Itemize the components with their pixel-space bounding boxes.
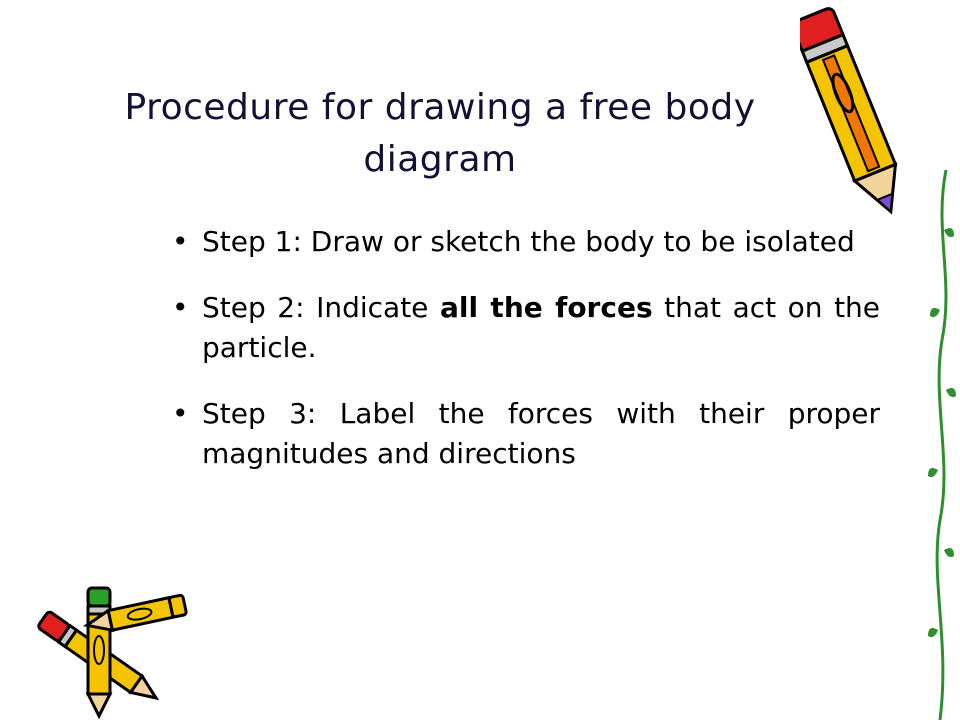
bullet-item	[160, 394, 880, 474]
bullet-item	[160, 288, 880, 368]
vine-clipart-icon	[928, 170, 956, 720]
bullet-dot: •	[172, 397, 189, 430]
bullet-dot: •	[172, 225, 189, 258]
pencil-clipart-icon	[800, 0, 910, 230]
emphasis-text: all the forces	[439, 291, 653, 324]
slide-title: Procedure for drawing a free body diagram	[124, 87, 756, 180]
bullet-text-run: that act on the particle.	[202, 291, 881, 364]
bullet-text-run: Step 3: Label the forces with their proper magnitudes and directions	[202, 397, 880, 470]
bullet-text	[202, 225, 855, 258]
bullet-dot: •	[172, 291, 189, 324]
bullet-text	[202, 397, 880, 470]
bullet-text-run: Step 1: Draw or sketch the body to be isolated	[202, 225, 855, 258]
bullet-item	[160, 222, 880, 262]
bullet-text	[202, 291, 880, 364]
bullet-list	[160, 222, 880, 500]
pencils-clipart-icon	[0, 580, 200, 720]
bullet-text-run: Step 2: Indicate	[202, 291, 440, 324]
